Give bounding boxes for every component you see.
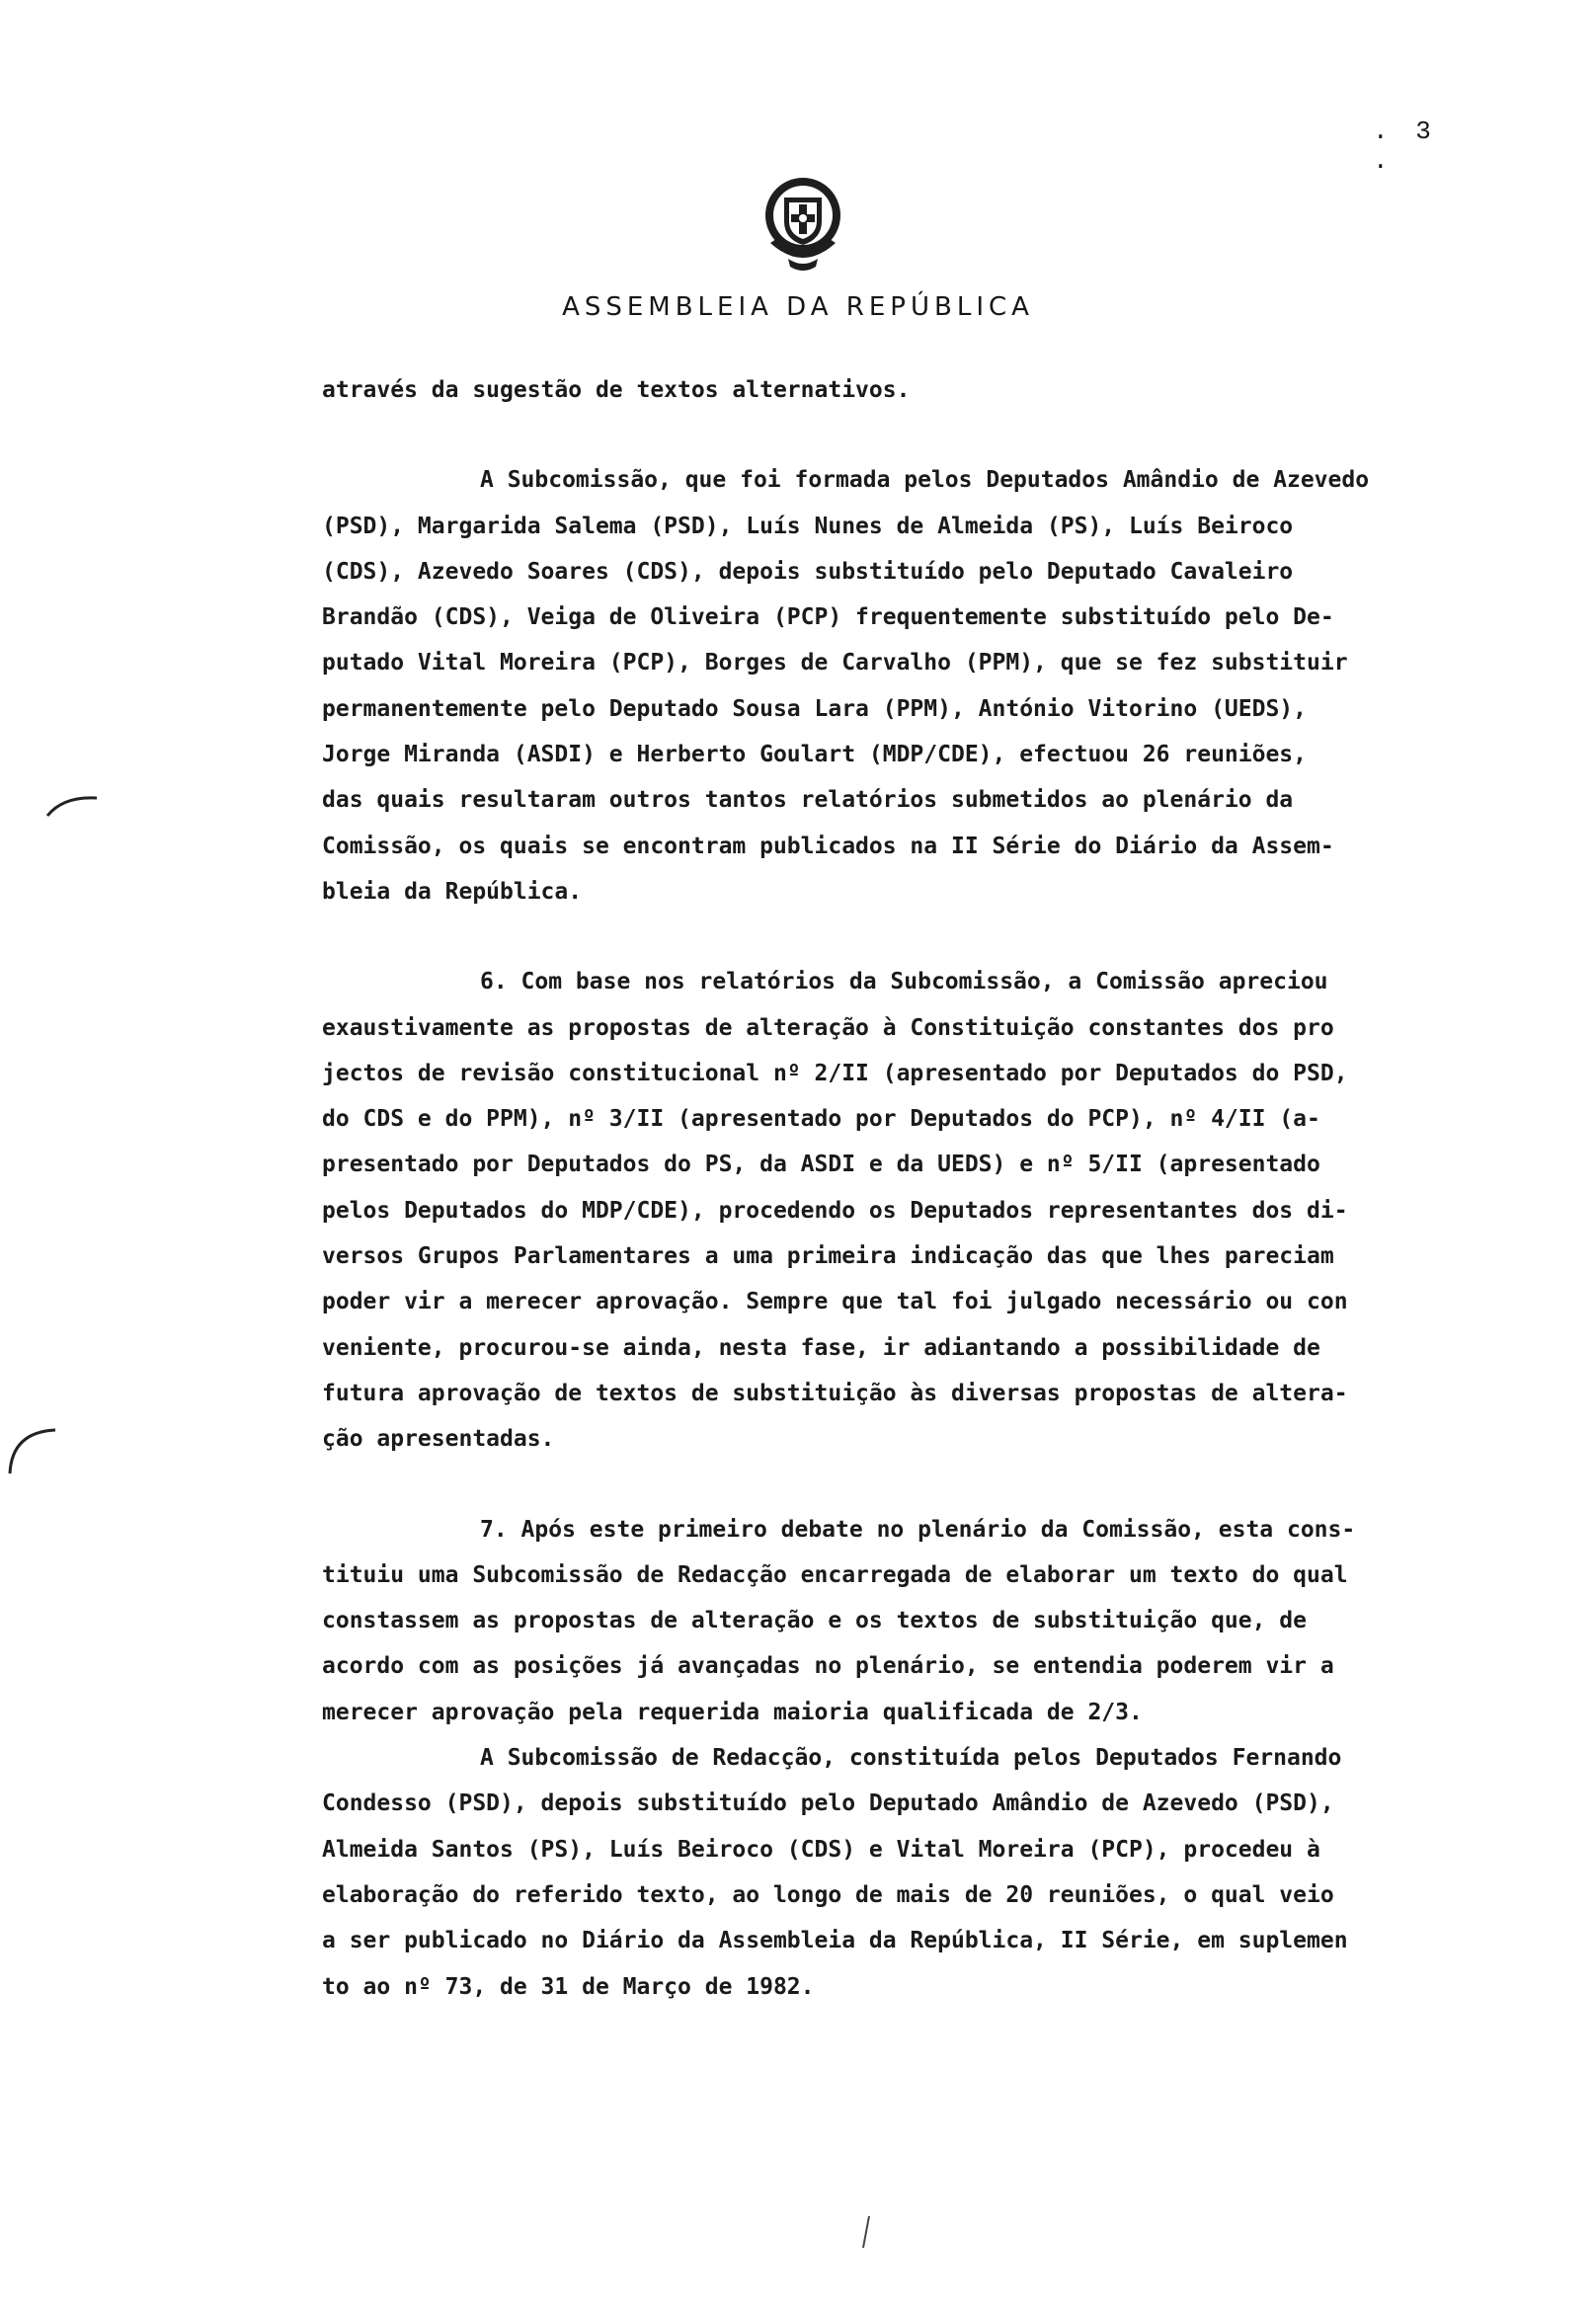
text-line: a ser publicado no Diário da Assembleia da República, II Série, em suplemen — [322, 1928, 1348, 1954]
institution-name: ASSEMBLEIA DA REPÚBLICA — [562, 292, 1034, 322]
text-line: das quais resultaram outros tantos relatórios submetidos ao plenário da — [322, 787, 1294, 814]
text-line: do CDS e do PPM), nº 3/II (apresentado por Deputados do PCP), nº 4/II (a- — [322, 1106, 1320, 1133]
text-line: Condesso (PSD), depois substituído pelo Deputado Amândio de Azevedo (PSD), — [322, 1790, 1334, 1817]
text-line: merecer aprovação pela requerida maioria qualificada de 2/3. — [322, 1699, 1143, 1725]
text-line: acordo com as posições já avançadas no plenário, se entendia poderem vir a — [322, 1653, 1334, 1680]
text-line: presentado por Deputados do PS, da ASDI e da UEDS) e nº 5/II (apresentado — [322, 1152, 1320, 1178]
paragraph-drafting-subcommission — [322, 1735, 1527, 2010]
page-number: . 3 . — [1373, 117, 1437, 176]
text-line: 7. Após este primeiro debate no plenário da Comissão, esta cons- — [480, 1516, 1356, 1543]
text-line: (PSD), Margarida Salema (PSD), Luís Nunes de Almeida (PS), Luís Beiroco — [322, 513, 1294, 539]
text-line: tituiu uma Subcomissão de Redacção encarregada de elaborar um texto do qual — [322, 1561, 1348, 1588]
margin-mark-icon — [4, 1418, 63, 1477]
text-line: poder vir a merecer aprovação. Sempre que tal foi julgado necessário ou con — [322, 1289, 1348, 1315]
text-line: Brandão (CDS), Veiga de Oliveira (PCP) frequentemente substituído pelo De- — [322, 604, 1334, 631]
document-body — [322, 367, 1527, 2010]
text-line: Comissão, os quais se encontram publicados na II Série do Diário da Assem- — [322, 833, 1334, 859]
margin-mark-icon — [43, 790, 103, 820]
text-line: (CDS), Azevedo Soares (CDS), depois substituído pelo Deputado Cavaleiro — [322, 558, 1294, 585]
text-line: constassem as propostas de alteração e os textos de substituição que, de — [322, 1608, 1307, 1634]
text-line: Jorge Miranda (ASDI) e Herberto Goulart (MDP/CDE), efectuou 26 reuniões, — [322, 742, 1307, 768]
text-line: jectos de revisão constitucional nº 2/II (apresentado por Deputados do PSD, — [322, 1060, 1348, 1086]
text-line: 6. Com base nos relatórios da Subcomissão, a Comissão apreciou — [480, 969, 1328, 995]
paragraph-7 — [322, 1507, 1527, 1735]
text-line: putado Vital Moreira (PCP), Borges de Carvalho (PPM), que se fez substituir — [322, 650, 1348, 676]
coat-of-arms-icon — [758, 174, 847, 277]
text-line: elaboração do referido texto, ao longo de mais de 20 reuniões, o qual veio — [322, 1881, 1334, 1908]
text-line: através da sugestão de textos alternativos. — [322, 377, 911, 403]
text-line: to ao nº 73, de 31 de Março de 1982. — [322, 1973, 815, 2000]
text-line: exaustivamente as propostas de alteração à Constituição constantes dos pro — [322, 1014, 1334, 1041]
text-line: versos Grupos Parlamentares a uma primeira indicação das que lhes pareciam — [322, 1243, 1334, 1270]
text-line: A Subcomissão de Redacção, constituída pelos Deputados Fernando — [480, 1745, 1342, 1772]
text-line: ção apresentadas. — [322, 1426, 555, 1453]
text-line: veniente, procurou-se ainda, nesta fase, ir adiantando a possibilidade de — [322, 1334, 1320, 1361]
paragraph-subcommission — [322, 457, 1527, 915]
text-line: pelos Deputados do MDP/CDE), procedendo os Deputados representantes dos di- — [322, 1197, 1348, 1224]
text-line: permanentemente pelo Deputado Sousa Lara (PPM), António Vitorino (UEDS), — [322, 695, 1307, 722]
text-line: bleia da República. — [322, 878, 583, 905]
text-line: A Subcomissão, que foi formada pelos Deputados Amândio de Azevedo — [480, 467, 1370, 494]
paragraph-6 — [322, 959, 1527, 1462]
text-line: Almeida Santos (PS), Luís Beiroco (CDS) e Vital Moreira (PCP), procedeu à — [322, 1836, 1320, 1863]
text-line: futura aprovação de textos de substituição às diversas propostas de altera- — [322, 1380, 1348, 1406]
paragraph-continuation — [322, 367, 1527, 413]
scan-speck-icon — [855, 2212, 875, 2252]
